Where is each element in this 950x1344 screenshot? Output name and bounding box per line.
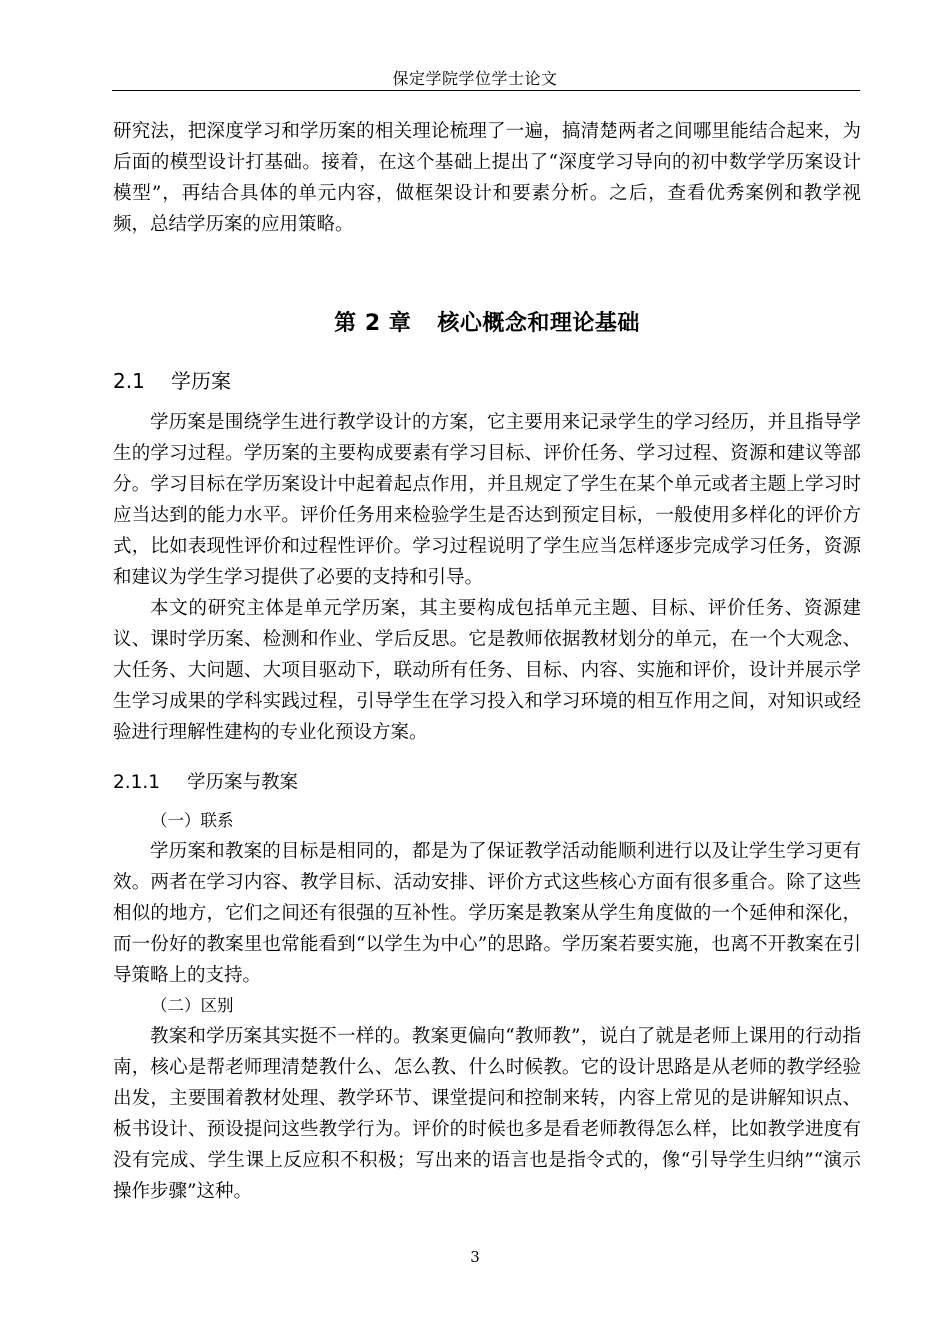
- running-header: 保定学院学位学士论文: [392, 69, 558, 88]
- subsection-heading-2-1-1: [113, 766, 861, 800]
- point-label: （二）区别: [151, 996, 234, 1015]
- page-number: 3: [470, 1248, 480, 1266]
- intro-paragraph: 研究法，把深度学习和学历案的相关理论梳理了一遍，搞清楚两者之间哪里能结合起来，为后面的模型设计打基础。接着，在这个基础上提出了“深度学习导向的初中数学学历案设计模型”，再结合具体的单元内容，做框架设计和要素分析。之后，查看优秀案例和教学视频，总结学历案的应用策略。: [113, 121, 861, 235]
- page-body: [113, 116, 861, 1207]
- subsection-number: 2.1.1: [113, 772, 161, 793]
- section-title: 学历案: [171, 369, 231, 393]
- section-heading-2-1: [113, 363, 861, 399]
- body-paragraph: 教案和学历案其实挺不一样的。教案更偏向“教师教”，说白了就是老师上课用的行动指南，核心是帮老师理清楚教什么、怎么教、什么时候教。它的设计思路是从老师的教学经验出发，主要围着教材处理、教学环节、课堂提问和控制来转，内容上常见的是讲解知识点、板书设计、预设提问这些教学行为。评价的时候也多是看老师教得怎么样，比如教学进度有没有完成、学生课上反应积不积极；写出来的语言也是指令式的，像“引导学生归纳”“演示操作步骤”这种。: [113, 1026, 861, 1202]
- subsection-title: 学历案与教案: [187, 772, 299, 793]
- header-rule: [112, 90, 860, 91]
- section-number: 2.1: [113, 369, 145, 393]
- body-paragraph: 学历案是围绕学生进行教学设计的方案，它主要用来记录学生的学习经历，并且指导学生的学习过程。学历案的主要构成要素有学习目标、评价任务、学习过程、资源和建议等部分。学习目标在学历案设计中起着起点作用，并且规定了学生在某个单元或者主题上学习时应当达到的能力水平。评价任务用来检验学生是否达到预定目标，一般使用多样化的评价方式，比如表现性评价和过程性评价。学习过程说明了学生应当怎样逐步完成学习任务，资源和建议为学生学习提供了必要的支持和引导。: [113, 412, 861, 588]
- body-paragraph: 学历案和教案的目标是相同的，都是为了保证教学活动能顺利进行以及让学生学习更有效。两者在学习内容、教学目标、活动安排、评价方式这些核心方面有很多重合。除了这些相似的地方，它们之间还有很强的互补性。学历案是教案从学生角度做的一个延伸和深化，而一份好的教案里也常能看到“以学生为中心”的思路。学历案若要实施，也离不开教案在引导策略上的支持。: [113, 841, 861, 986]
- body-paragraph: 本文的研究主体是单元学历案，其主要构成包括单元主题、目标、评价任务、资源建议、课时学历案、检测和作业、学后反思。它是教师依据教材划分的单元，在一个大观念、大任务、大问题、大项目驱动下，联动所有任务、目标、内容、实施和评价，设计并展示学生学习成果的学科实践过程，引导学生在学习投入和学习环境的相互作用之间，对知识或经验进行理解性建构的专业化预设方案。: [113, 598, 861, 743]
- point-label: （一）联系: [151, 811, 234, 830]
- chapter-heading: [113, 306, 861, 337]
- chapter-title: 核心概念和理论基础: [437, 311, 640, 336]
- chapter-number: 第 2 章: [334, 311, 412, 336]
